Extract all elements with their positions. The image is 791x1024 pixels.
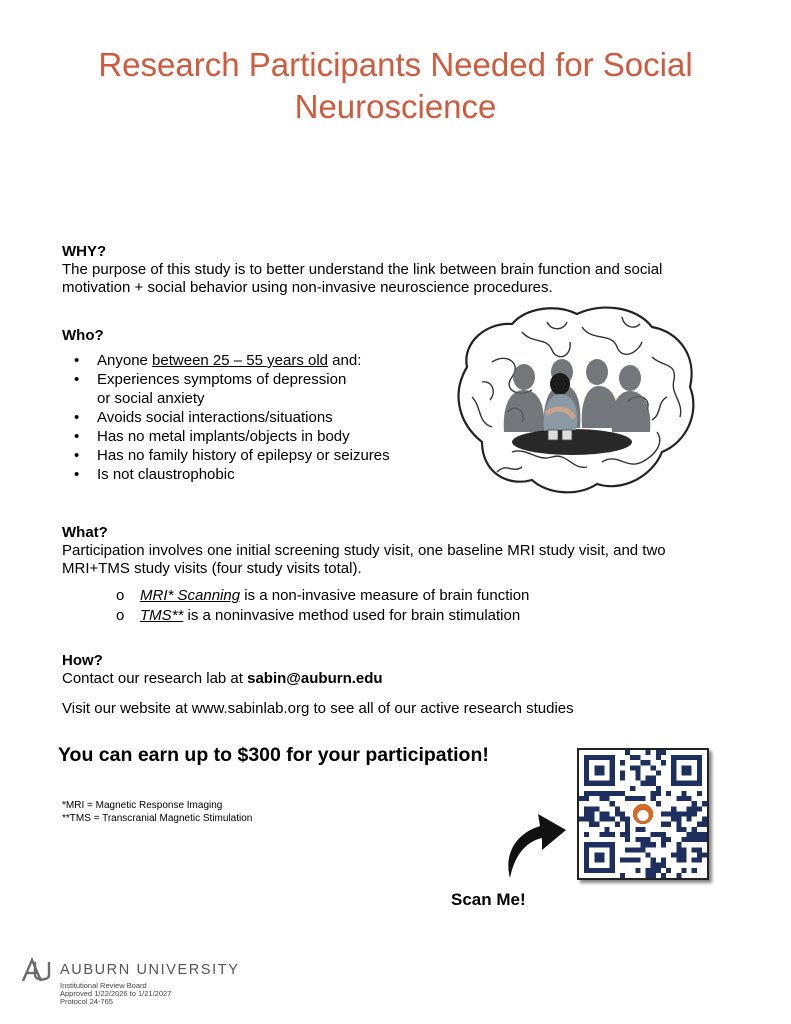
university-name: AUBURN UNIVERSITY xyxy=(60,962,240,978)
tms-footnote: **TMS = Transcranial Magnetic Stimulation xyxy=(62,813,253,824)
mri-footnote: *MRI = Magnetic Response Imaging xyxy=(62,800,223,811)
how-section xyxy=(62,652,712,718)
what-sublist xyxy=(116,586,712,626)
who-list xyxy=(62,351,452,484)
tms-term: TMS** xyxy=(140,607,184,624)
who-item1-pre: Anyone xyxy=(97,352,153,369)
what-heading: What? xyxy=(62,524,108,541)
list-item xyxy=(116,586,712,606)
compensation-text: You can earn up to $300 for your participation! xyxy=(58,744,489,766)
what-section xyxy=(62,524,712,626)
mri-term: MRI* Scanning xyxy=(140,587,241,604)
list-item xyxy=(62,351,452,370)
why-heading: WHY? xyxy=(62,243,107,260)
website-line: Visit our website at www.sabinlab.org to see all of our active research studies xyxy=(62,700,574,717)
list-item: • Is not claustrophobic xyxy=(62,465,452,484)
who-item1-post: and: xyxy=(328,352,362,369)
who-item2-line2: or social anxiety xyxy=(97,390,205,407)
who-item2-line1: Experiences symptoms of depression xyxy=(97,371,347,388)
irb-protocol: Protocol 24-765 xyxy=(60,997,113,1006)
page-title: Research Participants Needed for Social Neuroscience xyxy=(98,46,693,125)
qr-code[interactable] xyxy=(577,748,709,880)
what-text: Participation involves one initial screening study visit, one baseline MRI study visit, and two MRI+TMS study visits (four study visits total). xyxy=(62,542,666,577)
list-item xyxy=(116,606,712,626)
curved-arrow-icon xyxy=(500,806,570,880)
list-item xyxy=(62,370,452,408)
who-heading: Who? xyxy=(62,327,104,344)
contact-line xyxy=(62,670,712,688)
list-item: • Has no metal implants/objects in body xyxy=(62,427,452,446)
irb-line: Institutional Review Board xyxy=(60,981,147,990)
tms-desc: is a noninvasive method used for brain stimulation xyxy=(183,607,521,624)
email-link[interactable]: sabin@auburn.edu xyxy=(247,670,383,687)
irb-approval: Approved 1/22/2026 to 1/21/2027 xyxy=(60,989,172,998)
why-text: The purpose of this study is to better understand the link between brain function and social motivation + social behavior using non-invasive neuroscience procedures. xyxy=(62,261,663,296)
list-item: • Has no family history of epilepsy or seizures xyxy=(62,446,452,465)
brain-illustration xyxy=(452,302,700,496)
list-item: • Avoids social interactions/situations xyxy=(62,408,452,427)
why-section xyxy=(62,243,712,297)
footnotes xyxy=(62,799,252,825)
auburn-logo xyxy=(20,957,54,983)
contact-text: Contact our research lab at xyxy=(62,670,248,687)
mri-desc: is a non-invasive measure of brain function xyxy=(240,587,530,604)
age-range: between 25 – 55 years old xyxy=(152,352,329,369)
scan-me-label: Scan Me! xyxy=(451,890,526,909)
how-heading: How? xyxy=(62,652,103,669)
who-section xyxy=(62,327,452,484)
